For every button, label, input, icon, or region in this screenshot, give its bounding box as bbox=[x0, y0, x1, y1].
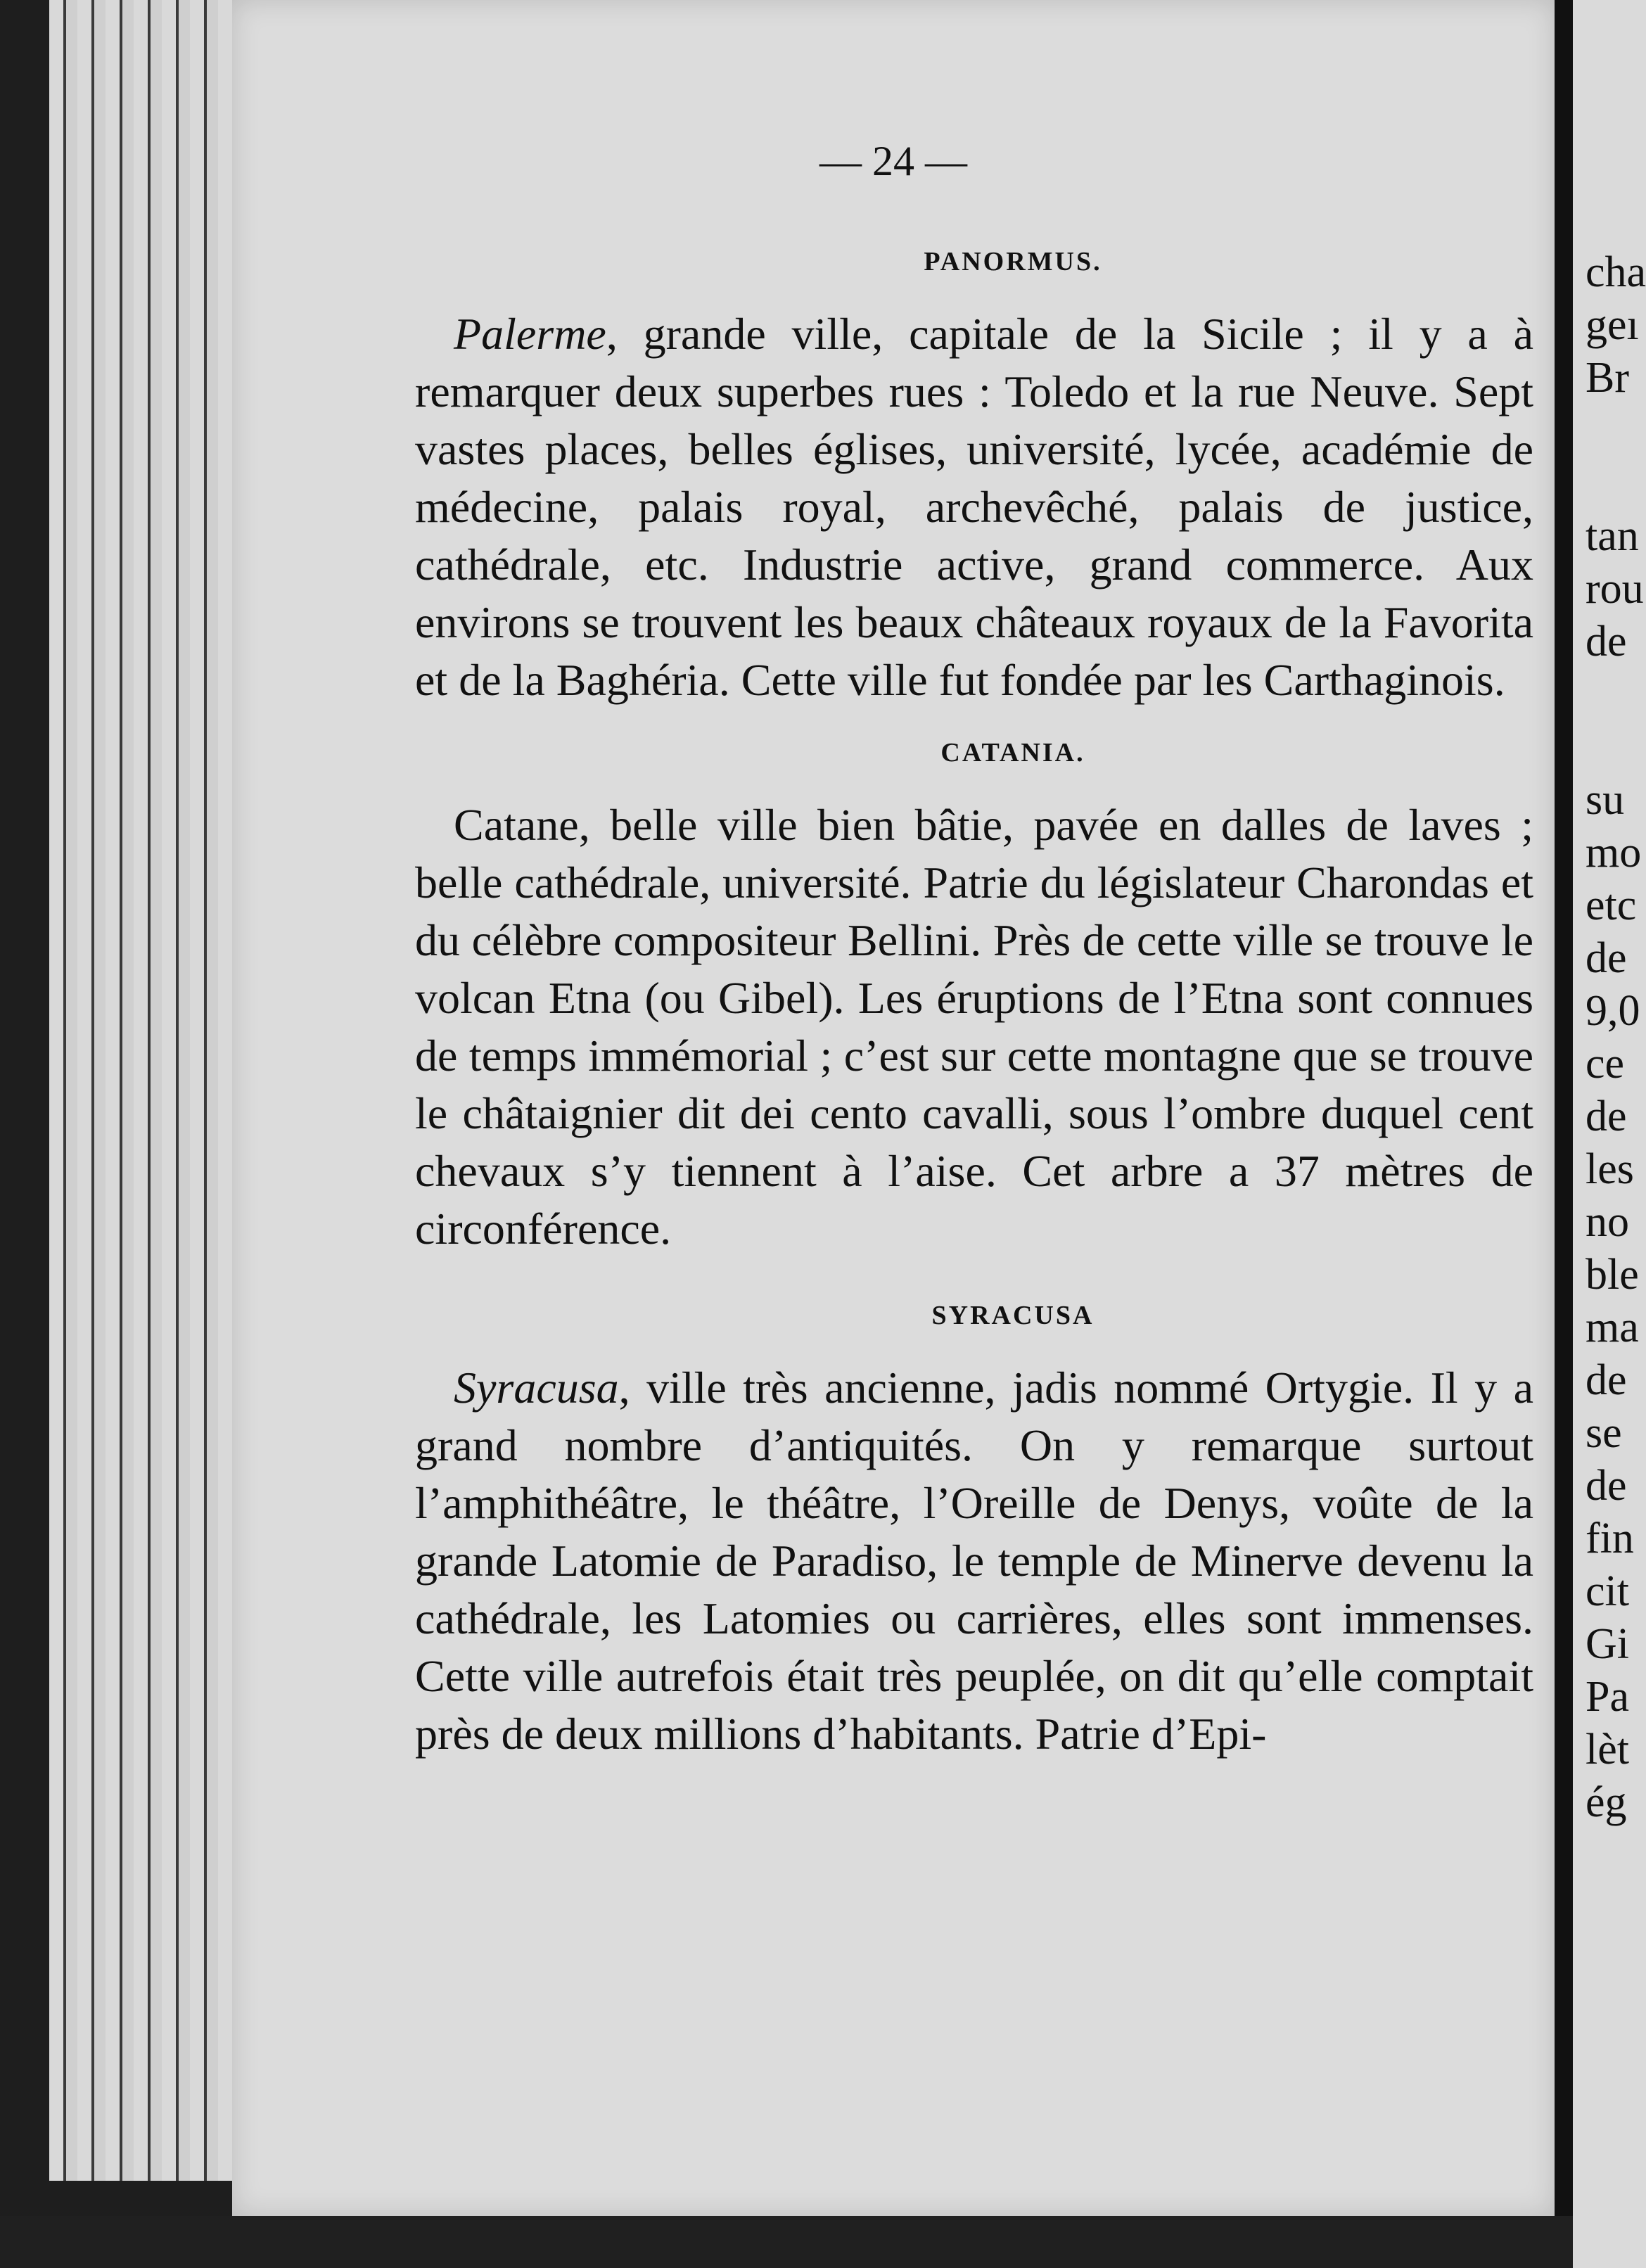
section-paragraph-catania bbox=[415, 796, 1533, 1258]
scan-border bbox=[0, 2216, 1573, 2268]
page-text bbox=[415, 246, 1533, 1763]
book-page-edges bbox=[49, 0, 246, 2181]
lead-word: Palerme bbox=[454, 309, 606, 359]
adjacent-page bbox=[1573, 0, 1646, 2268]
section-paragraph-panormus bbox=[415, 305, 1533, 709]
page-number: — 24 — bbox=[819, 138, 967, 184]
book-page bbox=[232, 0, 1555, 2216]
section-heading-panormus: PANORMUS. bbox=[924, 247, 1102, 276]
section-heading-syracusa: SYRACUSA bbox=[931, 1301, 1095, 1330]
paragraph-text: Catane, belle ville bien bâtie, pavée en dalles de laves ; belle cathédrale, université. Patrie du législateur Charondas et du célèbre compositeur Bellini. Près de cette ville se trouve le volcan Etna (ou Gibel). Les éruptions de l’Etna sont connues de temps immémorial ; c’est sur cette montagne que se trouve le châtaignier dit dei cento cavalli, sous l’ombre duquel cent chevaux s’y tiennent à l’aise. Cet arbre a 37 mètres de circonférence. bbox=[415, 800, 1533, 1254]
section-heading-catania: CATANIA. bbox=[940, 738, 1085, 767]
lead-word: Syracusa bbox=[454, 1363, 619, 1413]
paragraph-text: , grande ville, capitale de la Sicile ; il y a à remarquer deux superbes rues : Toledo et la rue Neuve. Sept vastes places, belles églises, université, lycée, académie de médecine, palais royal, archevêché, palais de justice, cathédrale, etc. Industrie active, grand commerce. Aux environs se trouvent les beaux châteaux royaux de la Favorita et de la Baghéria. Cette ville fut fondée par les Carthaginois. bbox=[415, 309, 1533, 705]
section-paragraph-syracusa bbox=[415, 1359, 1533, 1763]
adjacent-page-fragments: cha geı Br tan rou de su mo etc de 9,0 ce de les no ble ma de se de fin cit Gi Pa lèt ég bbox=[1586, 248, 1646, 1826]
book-gutter bbox=[1555, 0, 1573, 2237]
paragraph-text: , ville très ancienne, jadis nommé Ortygie. Il y a grand nombre d’antiquités. On y remarque surtout l’amphithéâtre, le théâtre, l’Oreille de Denys, voûte de la grande Latomie de Paradiso, le temple de Minerve devenu la cathédrale, les Latomies ou carrières, elles sont immenses. Cette ville autrefois était très peuplée, on dit qu’elle comptait près de deux millions d’habitants. Patrie d’Epi- bbox=[415, 1363, 1533, 1759]
